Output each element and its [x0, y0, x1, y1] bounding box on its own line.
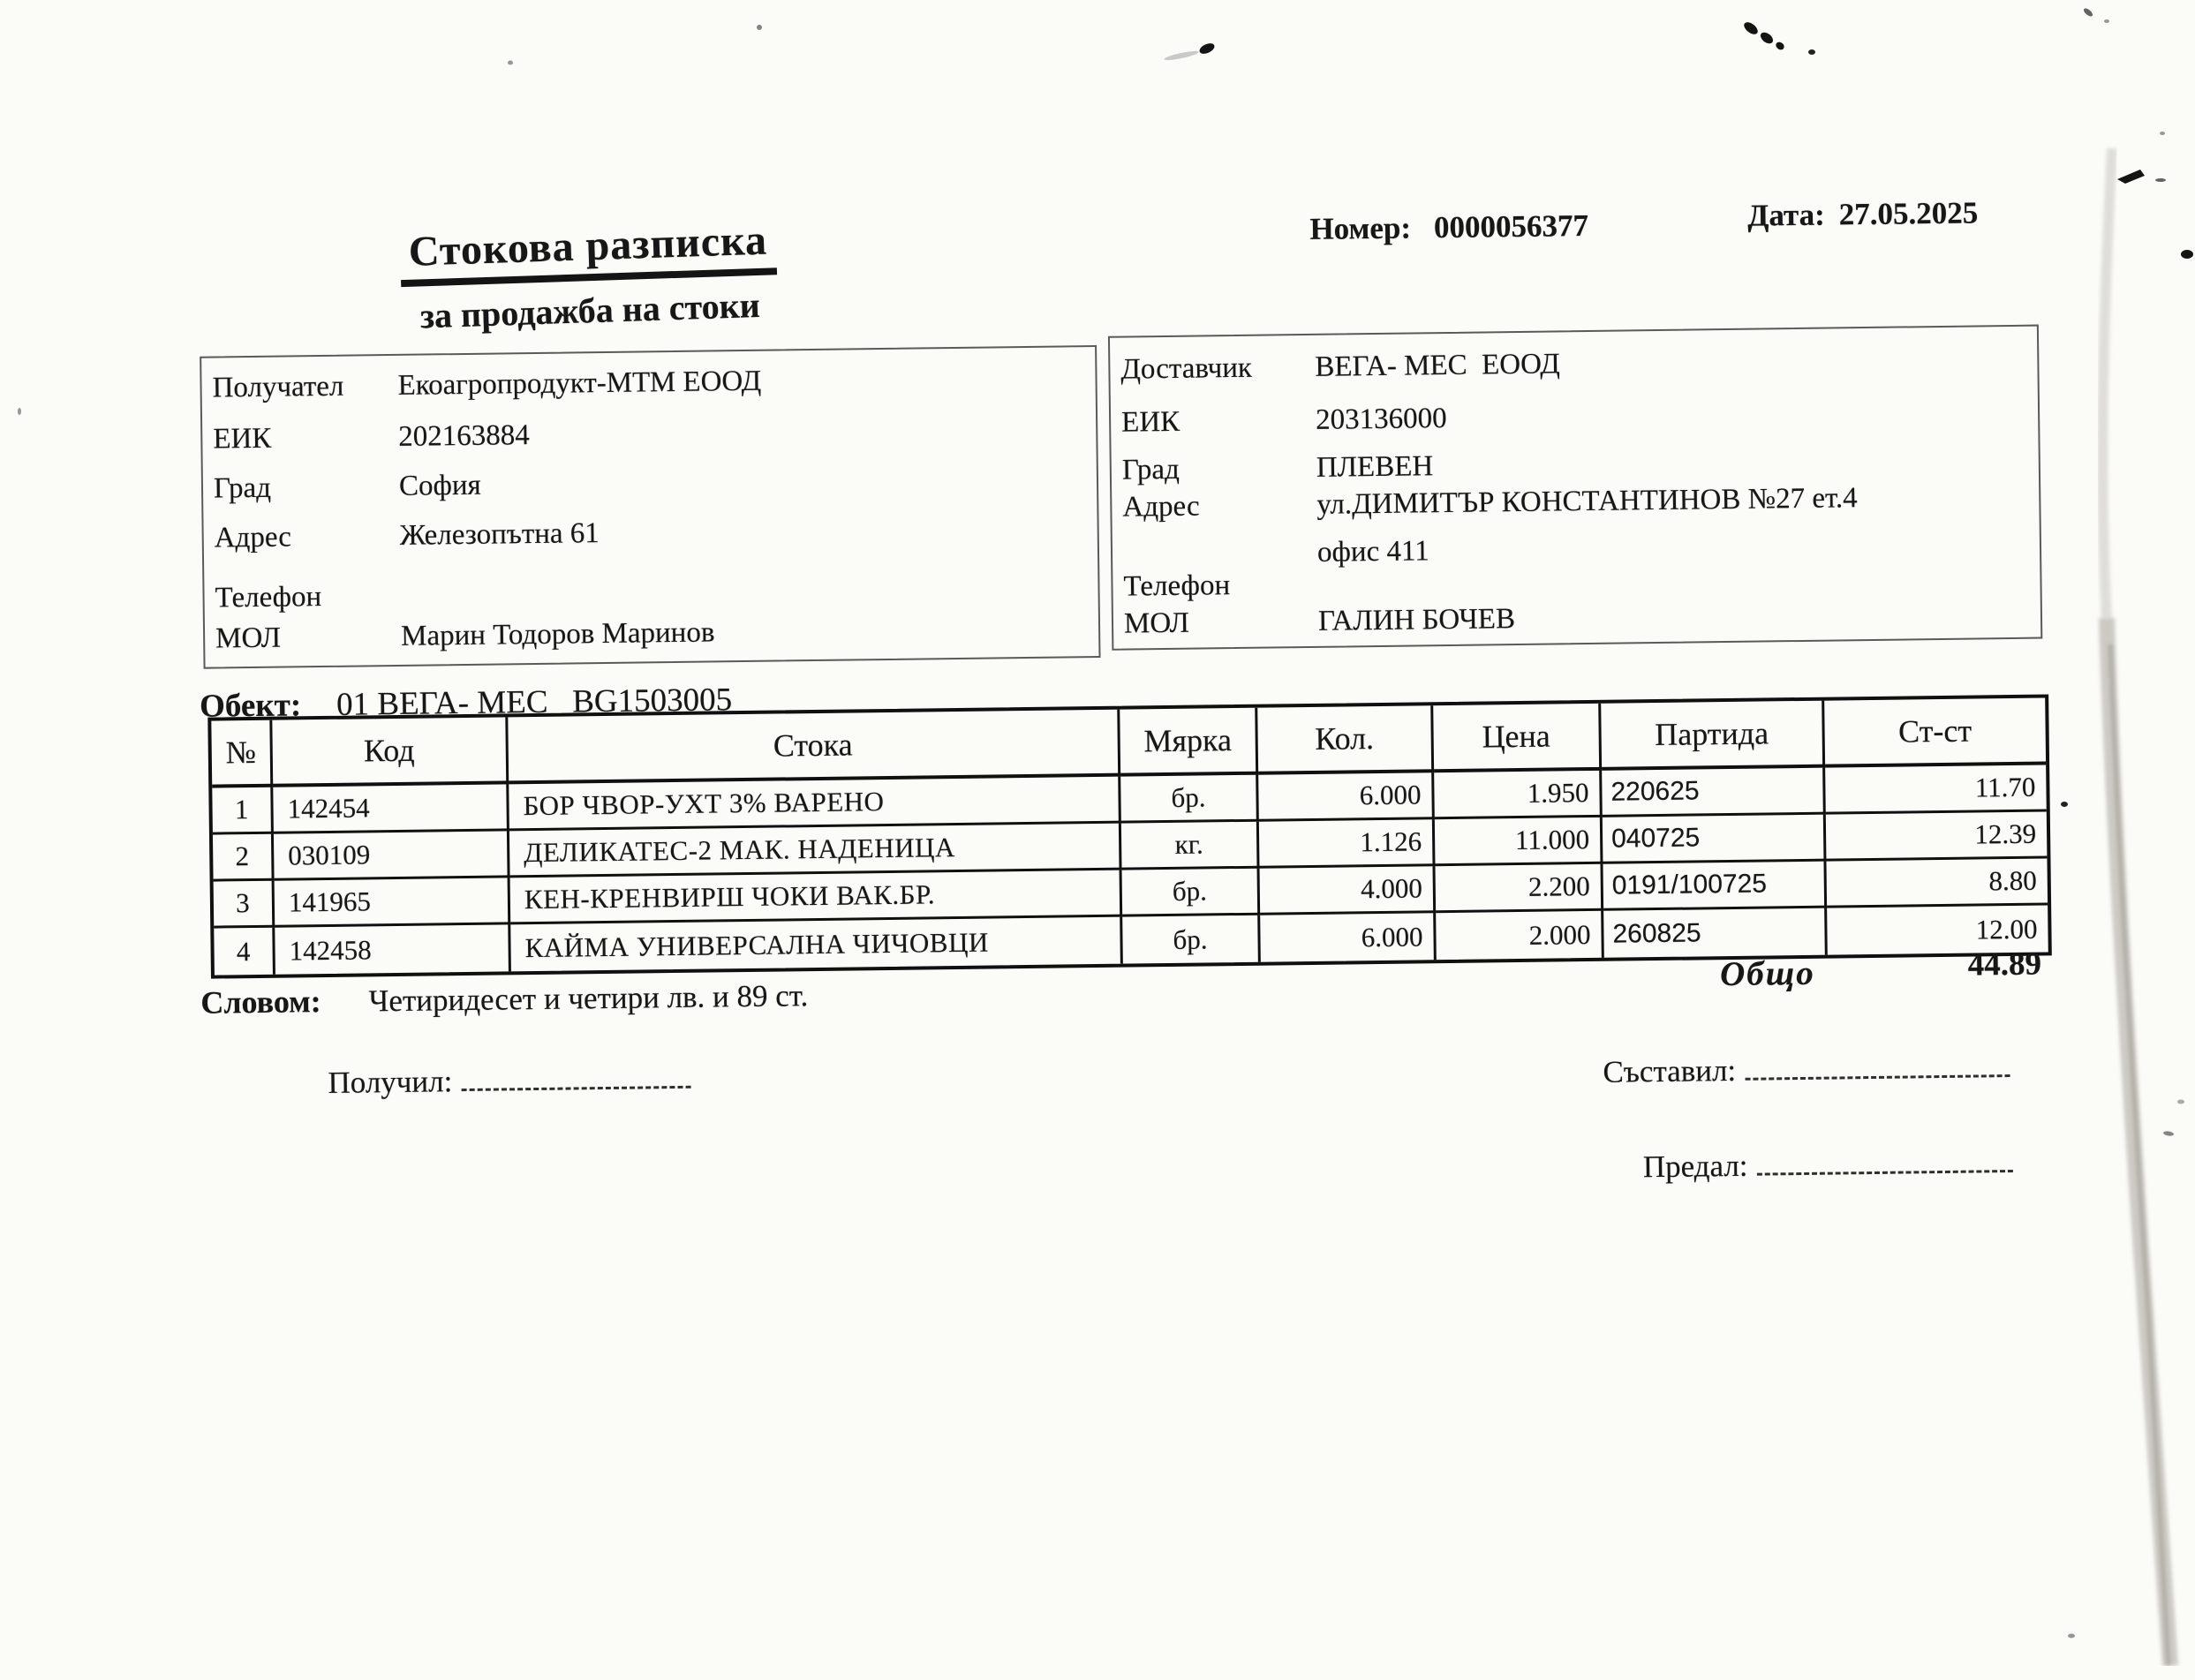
amount-in-words [200, 976, 808, 1021]
field-label: Телефон [215, 581, 322, 614]
table-cell: бр. [1122, 869, 1261, 917]
title-block [388, 215, 789, 338]
field-label: Телефон [1123, 569, 1231, 603]
field-label: ЕИК [1120, 405, 1180, 439]
field-label: Адрес [214, 521, 292, 554]
received-label: Получил: [328, 1064, 453, 1100]
table-cell: 8.80 [1826, 858, 2048, 908]
page-title: Стокова разписка [399, 215, 777, 287]
field-value: Марин Тодоров Маринов [400, 616, 715, 652]
supplier-address-row [1112, 478, 2039, 524]
table-cell: 4.000 [1260, 866, 1437, 915]
field-label: МОЛ [1123, 606, 1190, 640]
field-value: офис 411 [1316, 535, 1429, 569]
recipient-eik-row [202, 411, 1096, 456]
table-cell: 2.200 [1436, 864, 1604, 913]
recipient-name-row [201, 359, 1095, 404]
recipient-city-row [203, 460, 1097, 505]
recipient-mol-row [205, 610, 1098, 655]
total-value: 44.89 [1967, 945, 2042, 983]
table-cell: 12.39 [1826, 811, 2048, 861]
table-cell: 1.950 [1434, 771, 1603, 819]
supplier-eik-row [1111, 394, 2038, 439]
table-header-cell: Партида [1601, 701, 1825, 771]
table-header-cell: Кол. [1257, 705, 1434, 774]
table-cell: 11.70 [1825, 765, 2047, 814]
table-cell: 142454 [273, 784, 509, 833]
table-header-cell: Ст-ст [1824, 698, 2046, 768]
table-cell: 141965 [275, 878, 511, 927]
field-value: ПЛЕВЕН [1316, 450, 1434, 484]
table-cell: 4 [214, 928, 275, 976]
table-cell: 2.000 [1436, 911, 1604, 960]
supplier-city-row [1112, 441, 2039, 486]
field-label: Доставчик [1120, 351, 1253, 386]
signature-dotted-line [1745, 1050, 2010, 1081]
table-header-cell: № [211, 720, 273, 788]
composed-label: Съставил: [1603, 1052, 1737, 1089]
table-cell: бр. [1122, 915, 1261, 964]
table-header-cell: Мярка [1120, 708, 1258, 777]
field-label: Град [1121, 453, 1180, 486]
supplier-address-row2 [1113, 526, 2040, 569]
date-value: 27.05.2025 [1838, 195, 1979, 232]
field-label: Град [213, 471, 272, 505]
table-cell: 260825 [1603, 908, 1828, 958]
table-header-cell: Стока [508, 710, 1120, 785]
table-header-cell: Код [272, 717, 509, 787]
table-cell: 6.000 [1258, 772, 1435, 821]
field-label: Адрес [1122, 490, 1200, 524]
table-header-cell: Цена [1433, 704, 1602, 772]
object-value: 01 ВЕГА- МЕС BG1503005 [336, 682, 733, 723]
supplier-name-row [1110, 341, 2037, 386]
table-cell: 0191/100725 [1603, 862, 1827, 911]
table-cell: КЕН-КРЕНВИРШ ЧОКИ ВАК.БР. [510, 870, 1123, 925]
field-label: Получател [212, 370, 344, 404]
table-cell: 3 [214, 881, 275, 929]
supplier-phone-row [1113, 558, 2040, 603]
table-cell: 142458 [275, 924, 511, 974]
supplier-mol-row [1113, 595, 2040, 640]
table-cell: 030109 [274, 831, 510, 880]
field-label: МОЛ [215, 622, 282, 655]
table-cell: 220625 [1602, 768, 1826, 817]
goods-table [207, 694, 2052, 978]
field-value: ул.ДИМИТЪР КОНСТАНТИНОВ №27 ет.4 [1316, 482, 1858, 521]
field-value: ГАЛИН БОЧЕВ [1317, 603, 1516, 637]
table-cell: 11.000 [1435, 817, 1603, 866]
field-value: ВЕГА- МЕС ЕООД [1315, 348, 1561, 383]
table-cell: 1.126 [1259, 819, 1436, 868]
recipient-box [200, 345, 1100, 669]
table-cell: КАЙМА УНИВЕРСАЛНА ЧИЧОВЦИ [510, 917, 1123, 972]
field-value: 203136000 [1315, 402, 1447, 436]
field-value: 202163884 [398, 419, 531, 453]
handed-label: Предал: [1642, 1148, 1748, 1185]
document-number [1309, 208, 1588, 247]
table-cell: бр. [1120, 775, 1259, 824]
table-cell: БОР ЧВОР-УХТ 3% ВАРЕНО [509, 777, 1121, 832]
field-value: Екоагропродукт-МТМ ЕООД [397, 365, 762, 402]
number-value: 0000056377 [1433, 207, 1589, 245]
in-words-value: Четиридесет и четири лв. и 89 ст. [368, 978, 809, 1019]
table-cell: кг. [1121, 822, 1260, 870]
number-label: Номер: [1309, 210, 1412, 246]
table-cell: 6.000 [1260, 913, 1437, 961]
composed-signature-line [1603, 1050, 2010, 1090]
in-words-label: Словом: [200, 983, 321, 1021]
document-date [1747, 195, 1978, 233]
handed-signature-line [1643, 1145, 2013, 1185]
signature-dotted-line [1756, 1145, 2012, 1176]
page-subtitle: за продажба на стоки [419, 284, 761, 336]
table-cell: 1 [212, 787, 274, 835]
signature-dotted-line [461, 1061, 690, 1091]
supplier-box [1108, 325, 2042, 651]
field-value: Железопътна 61 [399, 517, 600, 552]
total-label: Общо [1719, 953, 1815, 994]
table-cell: 12.00 [1975, 913, 2038, 945]
recipient-address-row [203, 509, 1097, 554]
table-cell: ДЕЛИКАТЕС-2 МАК. НАДЕНИЦА [509, 824, 1122, 878]
recipient-phone-row [204, 569, 1098, 614]
field-label: ЕИК [213, 422, 272, 456]
table-cell: 2 [213, 834, 275, 882]
object-label: Обект: [199, 687, 302, 725]
received-signature-line [328, 1061, 690, 1101]
field-value: София [398, 469, 481, 502]
date-label: Дата: [1747, 197, 1825, 233]
table-cell: 040725 [1603, 815, 1827, 864]
